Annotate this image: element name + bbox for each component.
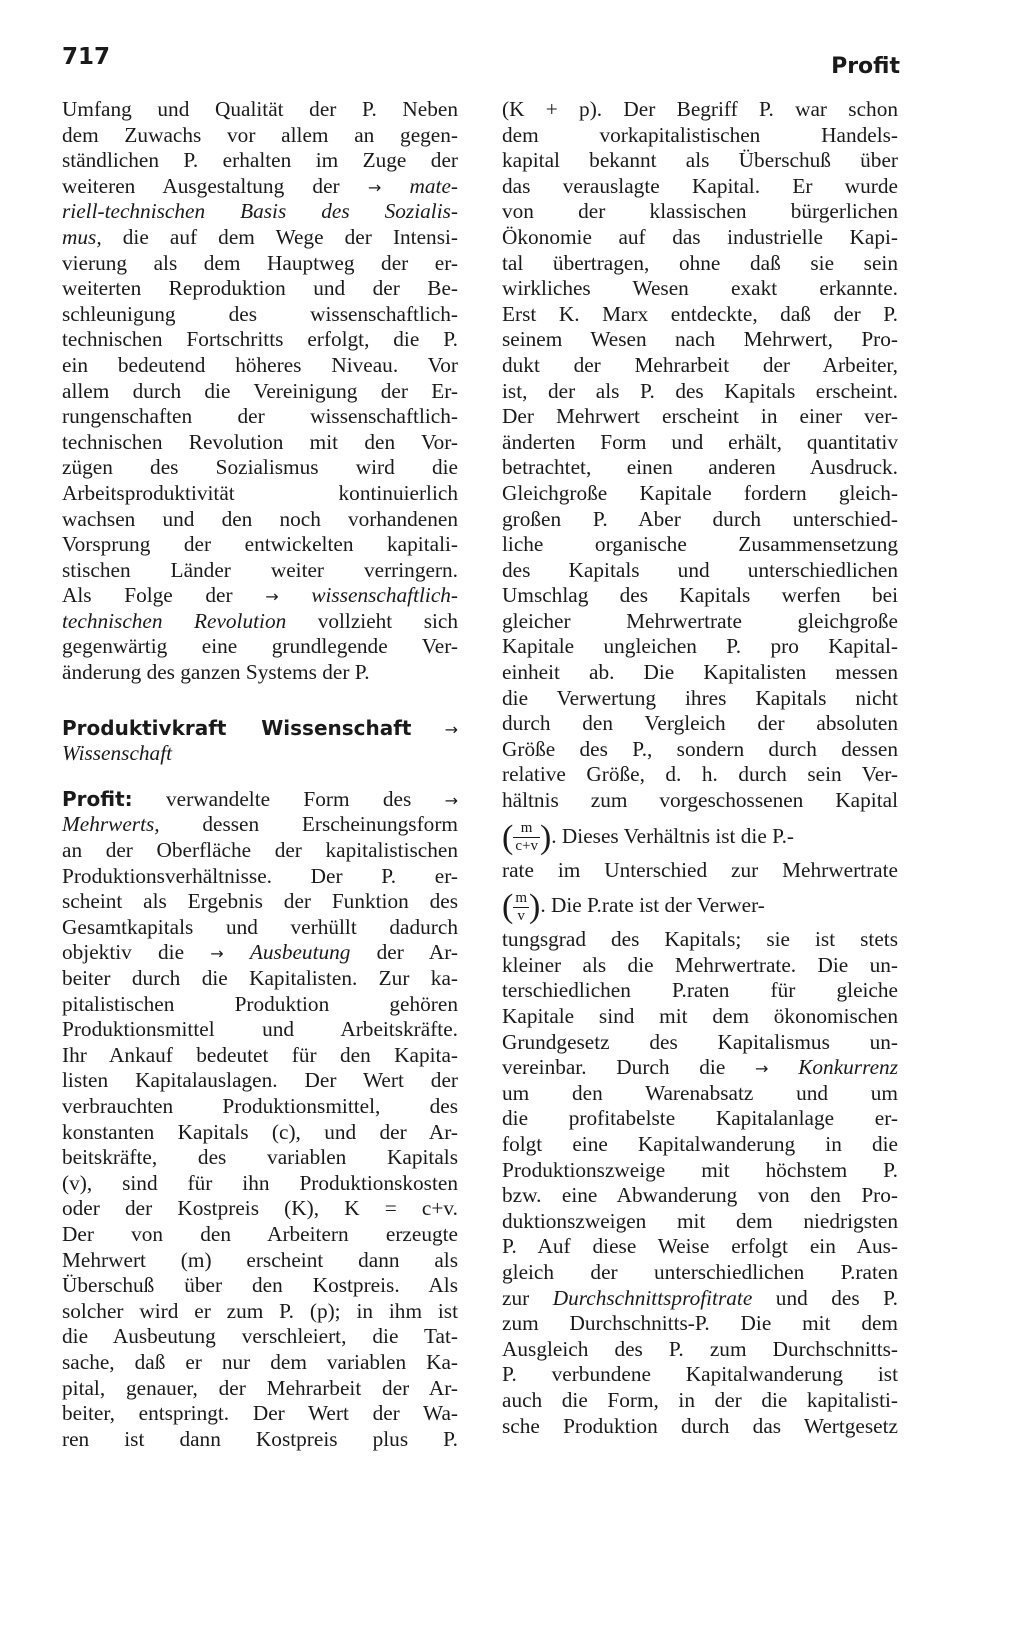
text-line: dukt der Mehrarbeit der Arbeiter, (502, 352, 898, 377)
fraction-numerator: m (515, 889, 527, 906)
text-line: änderten Form und erhält, quantitativ (502, 429, 898, 454)
text-line: Der von den Arbeitern erzeugte (62, 1221, 458, 1246)
text-line: liche organische Zusammensetzung (502, 532, 898, 557)
text-line: tungsgrad des Kapitals; sie ist stets (502, 927, 898, 952)
text-line (62, 787, 458, 813)
text-line: ren ist dann Kostpreis plus P. (62, 1426, 458, 1451)
text-line: Kapitale ungleichen P. pro Kapital- (502, 634, 898, 659)
crossref-link[interactable]: Mehrwerts, (62, 812, 160, 837)
text-line: sache, daß er nur dem variablen Ka- (62, 1349, 458, 1374)
text-line: hältnis zum vorgeschossenen Kapital (502, 788, 898, 813)
text-line: Überschuß über den Kostpreis. Als (62, 1273, 458, 1298)
text-line: wachsen und den noch vorhandenen (62, 506, 458, 531)
fraction-denominator: v (517, 907, 525, 924)
text-line (62, 741, 458, 767)
text-line: verbrauchten Produktionsmittel, des (62, 1093, 458, 1118)
text-line: beiter, entspringt. Der Wert der Wa- (62, 1401, 458, 1426)
text-fragment: der Ar- (376, 940, 459, 965)
text-line (62, 583, 458, 609)
text-line: solcher wird er zum P. (p); in ihm ist (62, 1298, 458, 1323)
text-line: schleunigung des wissenschaftlich- (62, 301, 458, 326)
text-line: Erst K. Marx entdeckte, daß der P. (502, 301, 898, 326)
text-line (62, 812, 458, 838)
text-line: Arbeitsproduktivität kontinuierlich (62, 480, 458, 505)
left-column (62, 97, 458, 1452)
text-line: tal übertragen, ohne daß sie sein (502, 250, 898, 275)
text-fragment: und des P. (752, 1285, 898, 1310)
text-line: die Verwertung ihres Kapitals nicht (502, 685, 898, 710)
text-line: Größe des P., sondern durch dessen (502, 736, 898, 761)
entry-title-line (62, 716, 458, 742)
text-line: änderung des ganzen Systems der P. (62, 660, 370, 685)
text-line: dem vorkapitalistischen Handels- (502, 122, 898, 147)
text-line: ständlichen P. erhalten im Zuge der (62, 148, 458, 173)
text-line: Ihr Ankauf bedeutet für den Kapita- (62, 1042, 458, 1067)
text-fragment: dessen Erscheinungsform (159, 812, 458, 837)
text-line (62, 225, 458, 251)
text-line: ein bedeutend höheres Niveau. Vor (62, 352, 458, 377)
text-line: die Ausbeutung verschleiert, die Tat- (62, 1324, 458, 1349)
text-line: (v), sind für ihn Produktionskosten (62, 1170, 458, 1195)
crossref-link[interactable]: Ausbeutung (249, 940, 351, 965)
text-line (502, 1055, 898, 1081)
text-fragment: vereinbar. Durch die (502, 1055, 726, 1080)
text-line: pitalistischen Produktion gehören (62, 991, 458, 1016)
entry-title: Produktivkraft Wissenschaft (62, 715, 412, 740)
fraction-m-over-v (513, 890, 529, 925)
text-line (62, 609, 458, 635)
arrow-right-icon: → (367, 177, 382, 197)
text-line: die profitabelste Kapitalanlage er- (502, 1106, 898, 1131)
text-line (62, 199, 458, 225)
text-line: ist, der als P. des Kapitals erscheint. (502, 378, 898, 403)
crossref-link[interactable]: riell-technischen Basis des Sozialis- (62, 199, 458, 224)
text-line: bzw. eine Abwanderung von den Pro- (502, 1183, 898, 1208)
text-fragment: objektiv die (62, 940, 185, 965)
text-line (502, 1286, 898, 1312)
text-line: durch den Vergleich der absoluten (502, 711, 898, 736)
text-line: listen Kapitalauslagen. Der Wert der (62, 1068, 458, 1093)
fraction-m-over-cv (513, 820, 540, 855)
text-fragment: vollzieht sich (286, 608, 458, 633)
text-fragment: verwandelte Form des (166, 786, 412, 811)
text-line: allem durch die Vereinigung der Er- (62, 378, 458, 403)
text-line: oder der Kostpreis (K), K = c+v. (62, 1196, 458, 1221)
text-line: Kapitale sind mit dem ökonomischen (502, 1004, 898, 1028)
arrow-right-icon: → (755, 1059, 769, 1079)
text-fragment: die auf dem Wege der Intensi- (101, 224, 458, 249)
text-line (62, 940, 458, 966)
text-line: duktionszweigen mit dem niedrigsten (502, 1208, 898, 1233)
text-line: Produktionsverhältnisse. Der P. er- (62, 863, 458, 888)
text-line: gegenwärtig eine grundlegende Ver- (62, 634, 458, 659)
text-line: scheint als Ergebnis der Funktion des (62, 889, 458, 914)
text-line: beitskräfte, des variablen Kapitals (62, 1145, 458, 1170)
text-line: auch die Form, in der die kapitalisti- (502, 1387, 898, 1412)
crossref-link[interactable]: wissenschaftlich- (311, 583, 459, 608)
entry-title: Profit: (62, 786, 133, 811)
text-line: Grundgesetz des Kapitalismus un- (502, 1029, 898, 1054)
text-line: einheit ab. Die Kapitalisten messen (502, 660, 898, 685)
text-line: Ausgleich des P. zum Durchschnitts- (502, 1336, 898, 1361)
text-line: P. Auf diese Weise erfolgt ein Aus- (502, 1234, 898, 1259)
arrow-right-icon: → (444, 719, 458, 739)
text-fragment: . Dieses Verhältnis ist die P.- (551, 823, 795, 848)
right-column (502, 97, 898, 1439)
arrow-right-icon: → (265, 587, 279, 607)
fraction-denominator: c+v (515, 838, 538, 855)
text-line: Gesamtkapitals und verhüllt dadurch (62, 914, 458, 939)
text-line: rungenschaften der wissenschaftlich- (62, 404, 458, 429)
text-line: von der klassischen bürgerlichen (502, 199, 898, 224)
entry-continuation (62, 97, 458, 686)
text-fragment: Als Folge der (62, 583, 233, 608)
text-line: rate im Unterschied zur Mehrwertrate (502, 857, 898, 882)
crossref-link[interactable]: Durchschnittsprofitrate (552, 1285, 753, 1310)
text-line: gleich der unterschiedlichen P.raten (502, 1259, 898, 1284)
text-line: konstanten Kapitals (c), und der Ar- (62, 1119, 458, 1144)
running-head: Profit (831, 54, 900, 79)
text-line: kapital bekannt als Überschuß über (502, 148, 898, 173)
text-line: relative Größe, d. h. durch sein Ver- (502, 762, 898, 787)
text-line: gleicher Mehrwertrate gleichgroße (502, 608, 898, 633)
text-line: Gleichgroße Kapitale fordern gleich- (502, 480, 898, 505)
entry-profit (62, 787, 458, 1452)
crossref-link[interactable]: mate- (409, 173, 459, 198)
formula-line-surplus-rate: ( $\frac{m}{v}$ ). Die P.rate ist der Verwer- (502, 888, 765, 926)
fraction-numerator: m (513, 820, 540, 838)
text-line: beiter durch die Kapitalisten. Zur ka- (62, 966, 458, 990)
text-line: zum Durchschnitts-P. Die mit dem (502, 1311, 898, 1336)
text-line: technischen Revolution mit den Vor- (62, 429, 458, 454)
text-line: Produktionszweige mit höchstem P. (502, 1157, 898, 1182)
text-line: um den Warenabsatz und um (502, 1080, 898, 1105)
text-line: kleiner als die Mehrwertrate. Die un- (502, 952, 898, 977)
text-fragment: zur (502, 1285, 553, 1310)
text-line: seinem Wesen nach Mehrwert, Pro- (502, 327, 898, 352)
text-line: an der Oberfläche der kapitalistischen (62, 838, 458, 863)
crossref-link[interactable]: technischen Revolution (62, 608, 287, 633)
text-fragment: weiteren Ausgestaltung der (62, 173, 340, 198)
text-line: dem Zuwachs vor allem an gegen- (62, 122, 458, 147)
formula-line-profit-rate: ( $\frac{m}{c+v}$ ). Dieses Verhältnis ist die P.- (502, 818, 795, 856)
text-line: Ökonomie auf das industrielle Kapi- (502, 224, 898, 249)
text-line: zügen des Sozialismus wird die (62, 455, 458, 480)
text-line: Produktionsmittel und Arbeitskräfte. (62, 1017, 458, 1042)
page-header (62, 44, 900, 84)
text-line: Der Mehrwert erscheint in einer ver- (502, 404, 898, 429)
entry-produktivkraft-wissenschaft (62, 716, 458, 767)
text-line: weiterten Reproduktion und der Be- (62, 276, 458, 301)
arrow-right-icon: → (210, 944, 224, 964)
text-line: (K + p). Der Begriff P. war schon (502, 97, 898, 121)
text-line (62, 174, 458, 200)
page-number: 717 (62, 44, 111, 70)
crossref-link[interactable]: Wissenschaft (62, 741, 173, 766)
arrow-right-icon: → (444, 790, 459, 810)
text-line: das verauslagte Kapital. Er wurde (502, 173, 898, 198)
text-line: Mehrwert (m) erscheint dann als (62, 1247, 458, 1272)
text-line: pital, genauer, der Mehrarbeit der Ar- (62, 1375, 458, 1400)
text-line: terschiedlichen P.raten für gleiche (502, 978, 898, 1003)
text-line: wirkliches Wesen exakt erkannte. (502, 276, 898, 301)
text-line: Umschlag des Kapitals werfen bei (502, 583, 898, 608)
text-line: vierung als dem Hauptweg der er- (62, 250, 458, 275)
text-fragment: . Die P.rate ist der Verwer- (540, 893, 765, 918)
crossref-link[interactable]: mus, (62, 224, 102, 249)
text-line: Umfang und Qualität der P. Neben (62, 97, 458, 121)
text-line: betrachtet, einen anderen Ausdruck. (502, 455, 898, 480)
text-line: des Kapitals und unterschiedlichen (502, 557, 898, 582)
text-line: großen P. Aber durch unterschied- (502, 506, 898, 531)
text-line: folgt eine Kapitalwanderung in die (502, 1131, 898, 1156)
text-line: sche Produktion durch das Wertgesetz (502, 1413, 898, 1438)
text-line: Vorsprung der entwickelten kapitali- (62, 532, 458, 557)
text-line: stischen Länder weiter verringern. (62, 557, 458, 582)
crossref-link[interactable]: Konkurrenz (798, 1055, 898, 1080)
text-line: P. verbundene Kapitalwanderung ist (502, 1362, 898, 1387)
text-line: technischen Fortschritts erfolgt, die P. (62, 327, 458, 352)
